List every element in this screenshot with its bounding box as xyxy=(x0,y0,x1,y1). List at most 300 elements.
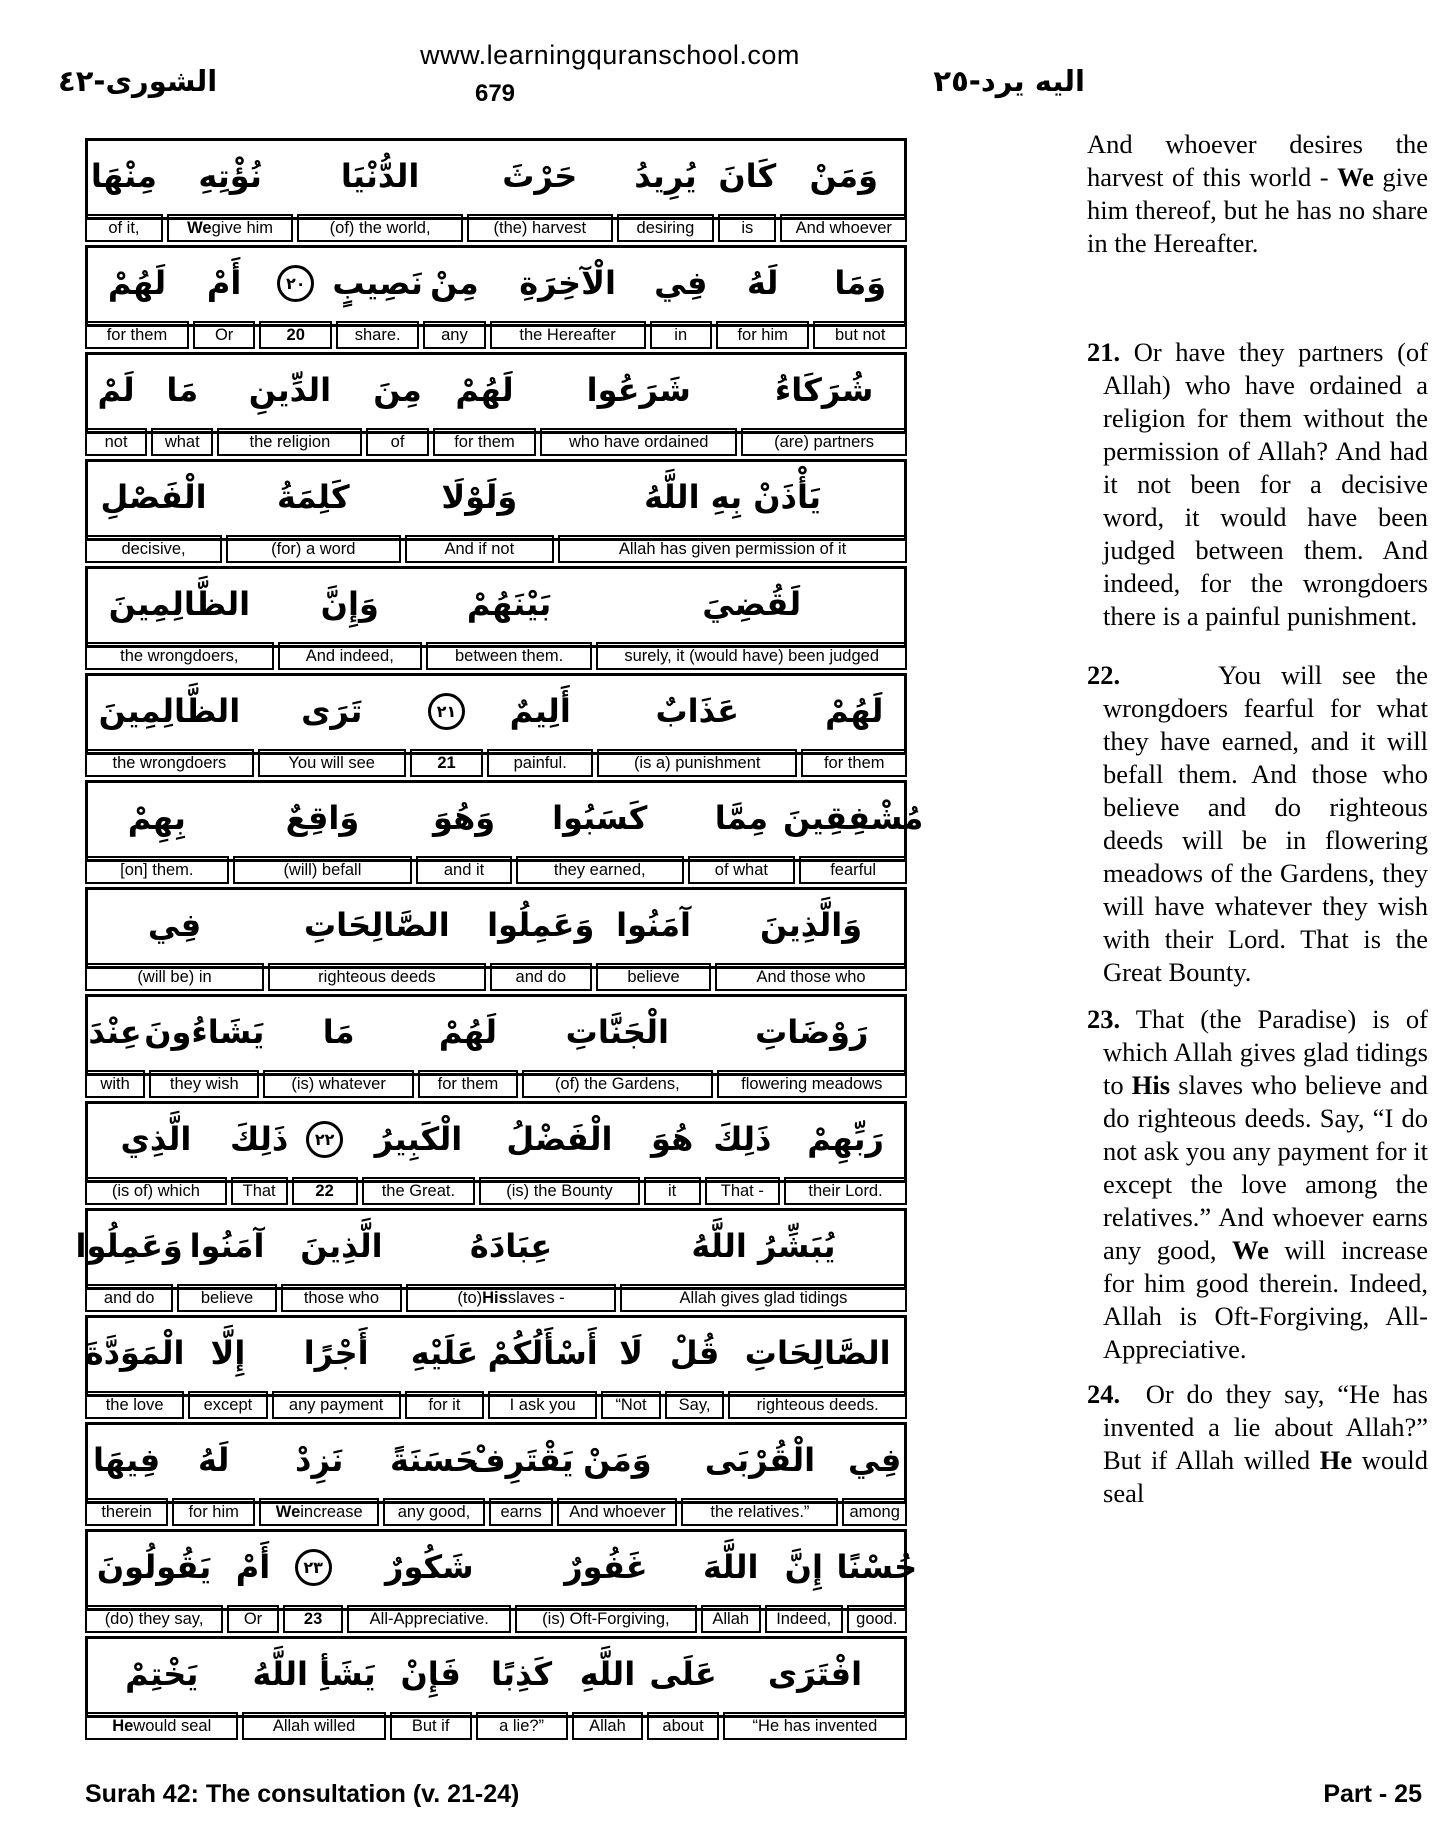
arabic-word: عِبَادَهُ xyxy=(469,1227,553,1265)
translation-cell: Allah willed xyxy=(242,1712,385,1740)
translation-cell: for him xyxy=(172,1498,255,1526)
arabic-word: غَفُورٌ xyxy=(564,1548,648,1586)
word-column xyxy=(85,566,274,670)
arabic-word: رَوْضَاتِ xyxy=(755,1013,869,1051)
word-column xyxy=(597,673,798,777)
word-column xyxy=(405,459,555,563)
word-column xyxy=(665,1315,725,1419)
translation-cell: Say, xyxy=(665,1391,725,1419)
translation-cell: 22 xyxy=(292,1177,358,1205)
translation-cell: He would seal xyxy=(85,1712,238,1740)
translation-paragraph: 24. Or do they say, “He has invented a lie about Allah?” But if Allah willed He would seal xyxy=(1087,1379,1429,1508)
word-column xyxy=(418,994,518,1098)
arabic-word: وَعَمِلُوا xyxy=(75,1227,183,1265)
arabic-word: أَمْ xyxy=(235,1548,271,1586)
translation-cell: any xyxy=(423,321,485,349)
translation-cell: (to) His slaves - xyxy=(406,1284,616,1312)
translation-cell: That - xyxy=(705,1177,781,1205)
word-column xyxy=(281,1208,402,1312)
translation-cell: any payment xyxy=(272,1391,401,1419)
translation-cell: All-Appreciative. xyxy=(347,1605,511,1633)
translation-cell: surely, it (would have) been judged xyxy=(596,642,907,670)
translation-cell: I ask you xyxy=(488,1391,597,1419)
word-column xyxy=(85,887,264,991)
translation-cell: for them xyxy=(801,749,907,777)
page-content xyxy=(75,129,1429,1743)
word-column xyxy=(423,245,485,349)
translation-cell: 23 xyxy=(283,1605,343,1633)
arabic-word: الظَّالِمِينَ xyxy=(108,585,251,623)
arabic-word: شَكُورٌ xyxy=(385,1548,474,1586)
translation-cell: a lie?” xyxy=(476,1712,568,1740)
arabic-word: وَالَّذِينَ xyxy=(759,906,863,944)
arabic-word: أَلِيمٌ xyxy=(509,692,571,730)
arabic-word: مَا xyxy=(322,1013,355,1051)
verse-row xyxy=(85,1636,907,1740)
translation-cell: Allah xyxy=(701,1605,761,1633)
word-column xyxy=(233,780,413,884)
word-column xyxy=(490,245,646,349)
arabic-word: فِي xyxy=(654,264,708,302)
translation-cell: and do xyxy=(85,1284,173,1312)
word-column xyxy=(85,352,147,456)
arabic-word: لَقُضِيَ xyxy=(702,585,802,623)
translation-cell: (is) Oft-Forgiving, xyxy=(515,1605,696,1633)
verse-row xyxy=(85,566,907,670)
translation-cell: and it xyxy=(416,856,512,884)
verse-row xyxy=(85,780,924,884)
translation-cell: painful. xyxy=(487,749,593,777)
arabic-word: أَسْأَلُكُمْ xyxy=(487,1334,598,1372)
arabic-word: آمَنُوا xyxy=(616,906,691,944)
word-column xyxy=(283,1529,343,1633)
arabic-word: يَشَأِ اللَّهُ xyxy=(252,1655,376,1693)
translation-cell: it xyxy=(644,1177,701,1205)
arabic-word: أَجْرًا xyxy=(303,1334,369,1372)
arabic-word: لَهُمْ xyxy=(455,371,514,409)
arabic-word: لَهُمْ xyxy=(107,264,167,302)
arabic-word: مِنْهَا xyxy=(90,157,157,195)
arabic-word: افْتَرَى xyxy=(767,1655,863,1693)
translation-cell: of xyxy=(366,428,428,456)
translation-paragraph: 23. That (the Paradise) is of which Allah gives glad tidings to His slaves who believe and do righteous deeds. Say, “I do not ask you any payment for it except the love among the relatives.” And whoever earns any good, We will increase for him good therein. Indeed, Allah is Oft-Forgiving, All-Appreciative. xyxy=(1087,1004,1428,1364)
translation-cell: righteous deeds. xyxy=(728,1391,907,1419)
arabic-word: لَهُ xyxy=(197,1441,230,1479)
word-column xyxy=(410,673,484,777)
word-column xyxy=(193,245,255,349)
arabic-word: وَمَا xyxy=(834,264,887,302)
site-url: www.learningquranschool.com xyxy=(420,40,800,70)
arabic-word: وَاقِعٌ xyxy=(285,799,360,837)
arabic-word: يَخْتِمْ xyxy=(125,1655,199,1693)
translation-cell: between them. xyxy=(426,642,592,670)
arabic-word: لَا xyxy=(619,1334,643,1372)
translation-cell: fearful xyxy=(799,856,907,884)
word-column xyxy=(515,1529,696,1633)
word-column xyxy=(278,566,422,670)
page-number: 679 xyxy=(474,80,516,107)
arabic-word: يَقُولُونَ xyxy=(96,1548,212,1586)
word-column xyxy=(85,245,189,349)
translation-cell: (is of) which xyxy=(85,1177,227,1205)
arabic-word: الصَّالِحَاتِ xyxy=(744,1334,891,1372)
word-column xyxy=(836,1529,918,1633)
word-column xyxy=(366,352,428,456)
word-column xyxy=(172,1422,255,1526)
word-column xyxy=(188,1315,267,1419)
word-column xyxy=(272,1315,401,1419)
word-column xyxy=(144,994,265,1098)
verse-row xyxy=(85,138,907,242)
word-column xyxy=(701,1529,761,1633)
arabic-word: الصَّالِحَاتِ xyxy=(303,906,450,944)
word-column xyxy=(842,1422,907,1526)
translation-cell: (of) the Gardens, xyxy=(522,1070,712,1098)
word-column xyxy=(723,1636,907,1740)
word-column xyxy=(259,245,332,349)
translation-cell: But if xyxy=(390,1712,472,1740)
verse-row xyxy=(85,1315,907,1419)
word-column xyxy=(741,352,907,456)
word-column xyxy=(468,1422,574,1526)
translation-cell: (is a) punishment xyxy=(597,749,798,777)
word-column xyxy=(217,352,362,456)
word-column xyxy=(596,887,711,991)
translation-cell: what xyxy=(151,428,213,456)
translation-cell: (is) whatever xyxy=(263,1070,413,1098)
translation-cell: (is) the Bounty xyxy=(479,1177,640,1205)
translation-cell: the religion xyxy=(217,428,362,456)
word-column xyxy=(522,994,712,1098)
arabic-word: وَلَوْلَا xyxy=(441,478,518,516)
word-column xyxy=(488,1315,597,1419)
word-column xyxy=(406,1208,616,1312)
arabic-word: تَرَى xyxy=(301,692,363,730)
arabic-word: شُرَكَاءُ xyxy=(774,371,874,409)
translation-cell: good. xyxy=(847,1605,907,1633)
translation-cell: those who xyxy=(281,1284,402,1312)
arabic-word: لَهُمْ xyxy=(825,692,884,730)
translation-cell: (will) befall xyxy=(233,856,413,884)
surah-title-arabic: الشورى-٤٢ xyxy=(58,64,218,98)
arabic-word: وَعَمِلُوا xyxy=(487,906,595,944)
word-column xyxy=(85,1529,223,1633)
arabic-word: مِنْ xyxy=(430,264,479,302)
translation-cell: (do) they say, xyxy=(85,1605,223,1633)
word-column xyxy=(433,352,537,456)
word-column xyxy=(259,1422,379,1526)
translation-cell: therein xyxy=(85,1498,168,1526)
translation-cell: We increase xyxy=(259,1498,379,1526)
word-column xyxy=(601,1315,661,1419)
arabic-word: الْآخِرَةِ xyxy=(519,264,616,302)
word-column xyxy=(467,138,613,242)
word-column xyxy=(715,887,907,991)
word-column xyxy=(390,1636,472,1740)
ayah-marker xyxy=(410,673,484,749)
translation-cell: their Lord. xyxy=(784,1177,907,1205)
translation-cell: “Not xyxy=(601,1391,661,1419)
arabic-word: ذَلِكَ xyxy=(713,1120,772,1158)
word-column xyxy=(75,1208,183,1312)
translation-cell: flowering meadows xyxy=(717,1070,907,1098)
translation-paragraph: And whoever desires the harvest of this world - We give him thereof, but he has no share in the Hereafter. xyxy=(1087,129,1429,258)
arabic-word: نَزِدْ xyxy=(295,1441,344,1479)
translation-cell: righteous deeds xyxy=(268,963,485,991)
translation-cell: for it xyxy=(405,1391,484,1419)
translation-paragraph: 21. Or have they partners (of Allah) who have ordained a religion for them without the permission of Allah? And had it not been for a decisive word, it would have been judged between them. And indeed, for the wrongdoers there is a painful punishment. xyxy=(1087,337,1428,631)
arabic-word: كَانَ xyxy=(718,157,777,195)
word-column xyxy=(644,1101,701,1205)
translation-cell: Allah xyxy=(572,1712,644,1740)
word-column xyxy=(801,673,907,777)
arabic-word: ذَلِكَ xyxy=(230,1120,289,1158)
translation-cell: for them xyxy=(418,1070,518,1098)
word-column xyxy=(620,1208,907,1312)
page-footer xyxy=(85,1780,1422,1809)
translation-cell: with xyxy=(85,1070,145,1098)
translation-cell: among xyxy=(842,1498,907,1526)
word-column xyxy=(617,138,714,242)
translation-cell: for him xyxy=(716,321,810,349)
arabic-word: وَهُوَ xyxy=(433,799,496,837)
translation-cell: they wish xyxy=(149,1070,259,1098)
arabic-word: كَسَبُوا xyxy=(552,799,648,837)
word-column xyxy=(177,1208,276,1312)
word-column xyxy=(416,780,512,884)
verse-row xyxy=(85,1422,907,1526)
translation-cell: (will be) in xyxy=(85,963,264,991)
arabic-word: الَّذِي xyxy=(120,1120,192,1158)
word-column xyxy=(405,1315,484,1419)
word-column xyxy=(681,1422,838,1526)
arabic-word: عَذَابٌ xyxy=(655,692,739,730)
word-column xyxy=(765,1529,843,1633)
arabic-word: وَمَنْ xyxy=(809,157,878,195)
arabic-word: لَهُمْ xyxy=(438,1013,498,1051)
arabic-word: يَقْتَرِفْ xyxy=(468,1441,574,1479)
word-column xyxy=(476,1636,568,1740)
arabic-word: وَمَنْ xyxy=(583,1441,652,1479)
translation-cell: any good, xyxy=(383,1498,485,1526)
word-column xyxy=(362,1101,475,1205)
translation-cell: And if not xyxy=(405,535,555,563)
arabic-word: كَلِمَةُ xyxy=(277,478,350,516)
translation-cell: the Great. xyxy=(362,1177,475,1205)
word-column xyxy=(85,459,222,563)
word-column xyxy=(718,138,776,242)
word-column xyxy=(242,1636,385,1740)
arabic-word: مُشْفِقِينَ xyxy=(782,799,924,837)
translation-cell: believe xyxy=(596,963,711,991)
word-column xyxy=(688,780,796,884)
arabic-word: يُبَشِّرُ اللَّهُ xyxy=(691,1227,836,1265)
word-column xyxy=(85,1101,227,1205)
translation-sidebar xyxy=(1087,128,1428,1743)
arabic-word: إِلَّا xyxy=(210,1334,246,1372)
arabic-word: إِنَّ xyxy=(784,1548,823,1586)
translation-paragraph: 22. You will see the wrongdoers fearful for what they have earned, and it will befall them. And those who believe and do righteous deeds will be in flowering meadows of the Gardens, they will have whatever they wish with their Lord. That is the Great Bounty. xyxy=(1087,660,1428,987)
word-column xyxy=(557,1422,677,1526)
word-column xyxy=(332,245,423,349)
translation-cell: the Hereafter xyxy=(490,321,646,349)
translation-cell: share. xyxy=(336,321,419,349)
translation-cell: And whoever xyxy=(780,214,907,242)
translation-cell: of it, xyxy=(85,214,163,242)
translation-cell: (of) the world, xyxy=(297,214,462,242)
arabic-word: الدِّينِ xyxy=(248,371,332,409)
arabic-word: فِيهَا xyxy=(92,1441,161,1479)
arabic-word: يَأْذَنْ بِهِ اللَّهُ xyxy=(644,478,821,516)
word-column xyxy=(263,994,413,1098)
footer-surah-label: Surah 42: The consultation (v. 21-24) xyxy=(85,1780,520,1808)
word-column xyxy=(572,1636,644,1740)
translation-cell: the wrongdoers, xyxy=(85,642,274,670)
translation-cell: Allah has given permission of it xyxy=(558,535,907,563)
translation-cell: And those who xyxy=(715,963,907,991)
arabic-word: عَلَيْهِ xyxy=(410,1334,479,1372)
arabic-word: حَرْثَ xyxy=(502,157,578,195)
word-column xyxy=(558,459,907,563)
word-column xyxy=(813,245,907,349)
translation-cell: That xyxy=(231,1177,288,1205)
translation-cell: the wrongdoers xyxy=(85,749,254,777)
arabic-word: قُلْ xyxy=(669,1334,720,1372)
arabic-word: اللَّهِ xyxy=(579,1655,636,1693)
translation-cell: about xyxy=(647,1712,719,1740)
arabic-word: كَذِبًا xyxy=(491,1655,553,1693)
word-column xyxy=(540,352,737,456)
word-column xyxy=(728,1315,907,1419)
arabic-word: الدُّنْيَا xyxy=(340,157,420,195)
verse-row xyxy=(85,673,907,777)
arabic-word: نَصِيبٍ xyxy=(332,264,423,302)
arabic-word: الظَّالِمِينَ xyxy=(98,692,241,730)
ayah-number-circle: ٢٢ xyxy=(306,1121,343,1158)
translation-cell: who have ordained xyxy=(540,428,737,456)
translation-cell: Indeed, xyxy=(765,1605,843,1633)
word-column xyxy=(85,1315,184,1419)
word-column xyxy=(226,459,400,563)
arabic-word: اللَّهَ xyxy=(703,1548,759,1586)
arabic-word: شَرَعُوا xyxy=(586,371,691,409)
arabic-word: عَلَى xyxy=(649,1655,717,1693)
word-column xyxy=(780,138,907,242)
arabic-word: حُسْنًا xyxy=(836,1548,918,1586)
word-column xyxy=(258,673,406,777)
word-column xyxy=(167,138,294,242)
translation-cell: (are) partners xyxy=(741,428,907,456)
translation-cell: for them xyxy=(433,428,537,456)
verse-row xyxy=(75,1208,907,1312)
word-column xyxy=(85,1422,168,1526)
arabic-word: وَإِنَّ xyxy=(320,585,379,623)
arabic-word: مِمَّا xyxy=(714,799,769,837)
arabic-word: الْجَنَّاتِ xyxy=(565,1013,669,1051)
word-column xyxy=(705,1101,781,1205)
translation-cell: We give him xyxy=(167,214,294,242)
translation-cell: decisive, xyxy=(85,535,222,563)
translation-cell: and do xyxy=(490,963,592,991)
translation-cell: (the) harvest xyxy=(467,214,613,242)
ayah-marker xyxy=(283,1529,343,1605)
arabic-word: مَا xyxy=(166,371,199,409)
arabic-word: آمَنُوا xyxy=(189,1227,265,1265)
word-column xyxy=(487,673,593,777)
juz-title-arabic: اليه يرد-٢٥ xyxy=(933,64,1085,98)
verse-row xyxy=(85,352,907,456)
translation-cell: of what xyxy=(688,856,796,884)
arabic-word: فِي xyxy=(848,1441,902,1479)
word-column xyxy=(85,780,229,884)
translation-cell: Or xyxy=(193,321,255,349)
word-column xyxy=(426,566,592,670)
word-column xyxy=(347,1529,511,1633)
translation-cell: (for) a word xyxy=(226,535,400,563)
arabic-word: حَسَنَةً xyxy=(389,1441,479,1479)
word-column xyxy=(297,138,462,242)
arabic-word: يَشَاءُونَ xyxy=(144,1013,265,1051)
arabic-word: لَهُ xyxy=(746,264,779,302)
arabic-word: نُؤْتِهِ xyxy=(198,157,262,195)
translation-cell: for them xyxy=(85,321,189,349)
arabic-word: الْفَصْلِ xyxy=(100,478,207,516)
arabic-word: لَمْ xyxy=(97,371,135,409)
ayah-number-circle: ٢٠ xyxy=(277,265,314,302)
word-column xyxy=(650,245,712,349)
verse-row xyxy=(85,1101,907,1205)
word-by-word-table xyxy=(75,138,924,1743)
word-column xyxy=(268,887,485,991)
arabic-word: بِهِمْ xyxy=(127,799,186,837)
arabic-word: الَّذِينَ xyxy=(300,1227,383,1265)
translation-cell: You will see xyxy=(258,749,406,777)
ayah-number-circle: ٢١ xyxy=(428,693,465,730)
verse-row xyxy=(85,887,907,991)
arabic-word: الْقُرْبَى xyxy=(704,1441,816,1479)
word-column xyxy=(292,1101,358,1205)
arabic-word: فَإِنْ xyxy=(400,1655,461,1693)
arabic-word: مِنَ xyxy=(373,371,422,409)
word-column xyxy=(479,1101,640,1205)
verse-row xyxy=(85,1529,918,1633)
ayah-number-circle: ٢٣ xyxy=(295,1549,332,1586)
arabic-word: هُوَ xyxy=(651,1120,694,1158)
ayah-marker xyxy=(292,1101,358,1177)
translation-cell: [on] them. xyxy=(85,856,229,884)
translation-cell: the love xyxy=(85,1391,184,1419)
verse-row xyxy=(85,459,907,563)
word-column xyxy=(596,566,907,670)
translation-cell: Allah gives glad tidings xyxy=(620,1284,907,1312)
arabic-word: أَمْ xyxy=(206,264,242,302)
translation-cell: 21 xyxy=(410,749,484,777)
translation-cell: believe xyxy=(177,1284,276,1312)
verse-row xyxy=(85,245,907,349)
arabic-word: بَيْنَهُمْ xyxy=(466,585,552,623)
arabic-word: الْمَوَدَّةَ xyxy=(84,1334,185,1372)
word-column xyxy=(716,245,810,349)
translation-cell: they earned, xyxy=(516,856,684,884)
translation-cell: is xyxy=(718,214,776,242)
translation-cell: the relatives.” xyxy=(681,1498,838,1526)
arabic-word: فِي xyxy=(147,906,202,944)
word-column xyxy=(717,994,907,1098)
translation-cell: “He has invented xyxy=(723,1712,907,1740)
word-column xyxy=(85,138,163,242)
arabic-word: الْفَضْلُ xyxy=(506,1120,613,1158)
translation-cell: but not xyxy=(813,321,907,349)
